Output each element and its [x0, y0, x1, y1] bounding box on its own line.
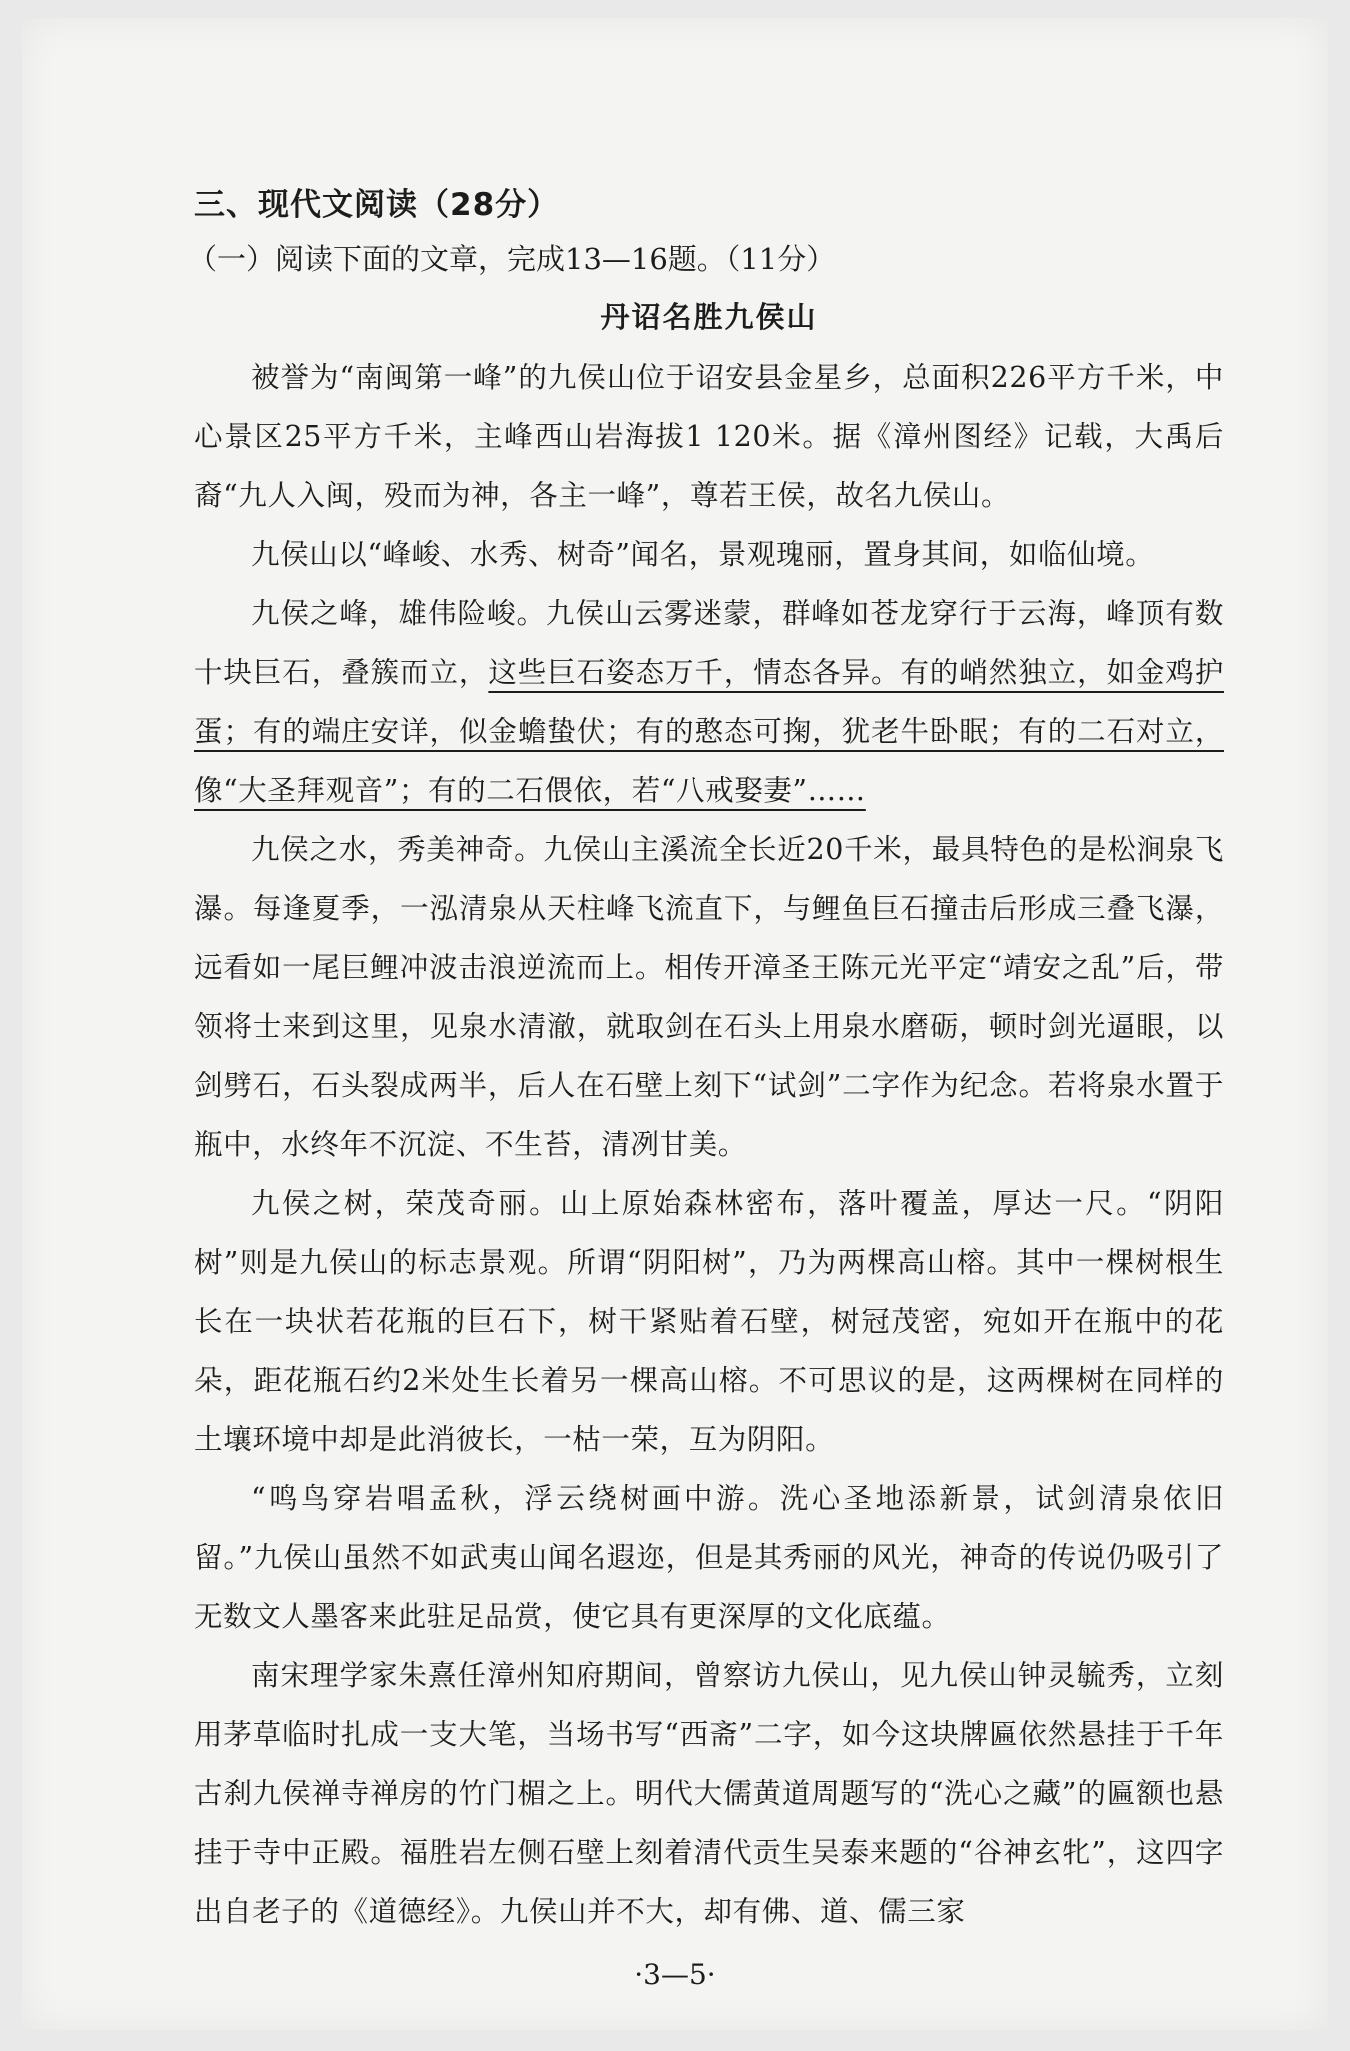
exam-page — [22, 18, 1328, 2030]
paragraph-peaks — [194, 584, 1224, 820]
page-content — [188, 178, 1224, 1941]
paragraph-overview: 九侯山以“峰峻、水秀、树奇”闻名，景观瑰丽，置身其间，如临仙境。 — [251, 538, 1155, 571]
paragraph-intro: 被誉为“南闽第一峰”的九侯山位于诏安县金星乡，总面积226平方千米，中心景区25平方千米，主峰西山岩海拔1 120米。据《漳州图经》记载，大禹后裔“九人入闽，殁而为神，各主一峰”，尊若王侯，故名九侯山。 — [194, 361, 1224, 512]
article-title: 丹诏名胜九侯山 — [600, 300, 818, 334]
underlined-passage: 这些巨石姿态万千，情态各异。有的峭然独立，如金鸡护蛋；有的端庄安详，似金蟾蛰伏；有的憨态可掬，犹老牛卧眠；有的二石对立，像“大圣拜观音”；有的二石偎依，若“八戒娶妻”…… — [194, 656, 1224, 807]
paragraph-culture: 南宋理学家朱熹任漳州知府期间，曾察访九侯山，见九侯山钟灵毓秀，立刻用茅草临时扎成一支大笔，当场书写“西斋”二字，如今这块牌匾依然悬挂于千年古刹九侯禅寺禅房的竹门楣之上。明代大儒黄道周题写的“洗心之藏”的匾额也悬挂于寺中正殿。福胜岩左侧石壁上刻着清代贡生吴泰来题的“谷神玄牝”，这四字出自老子的《道德经》。九侯山并不大，却有佛、道、儒三家 — [194, 1659, 1224, 1928]
question-instruction: （一）阅读下面的文章，完成13—16题。（11分） — [188, 242, 836, 276]
page-number: ·3—5· — [634, 1958, 716, 1991]
paragraph-trees: 九侯之树，荣茂奇丽。山上原始森林密布，落叶覆盖，厚达一尺。“阴阳树”则是九侯山的标志景观。所谓“阴阳树”，乃为两棵高山榕。其中一棵树根生长在一块状若花瓶的巨石下，树干紧贴着石壁，树冠茂密，宛如开在瓶中的花朵，距花瓶石约2米处生长着另一棵高山榕。不可思议的是，这两棵树在同样的土壤环境中却是此消彼长，一枯一荣，互为阴阳。 — [194, 1187, 1224, 1456]
section-heading: 三、现代文阅读（28分） — [194, 187, 560, 223]
paragraph-peaks-text: 九侯之峰，雄伟险峻。九侯山云雾迷蒙，群峰如苍龙穿行于云海，峰顶有数十块巨石，叠簇而立， — [194, 597, 1224, 689]
paragraph-poem: “鸣鸟穿岩唱孟秋，浮云绕树画中游。洗心圣地添新景，试剑清泉依旧留。”九侯山虽然不如武夷山闻名遐迩，但是其秀丽的风光，神奇的传说仍吸引了无数文人墨客来此驻足品赏，使它具有更深厚的文化底蕴。 — [194, 1482, 1224, 1633]
paragraph-water: 九侯之水，秀美神奇。九侯山主溪流全长近20千米，最具特色的是松涧泉飞瀑。每逢夏季，一泓清泉从天柱峰飞流直下，与鲤鱼巨石撞击后形成三叠飞瀑，远看如一尾巨鲤冲波击浪逆流而上。相传开漳圣王陈元光平定“靖安之乱”后，带领将士来到这里，见泉水清澈，就取剑在石头上用泉水磨砺，顿时剑光逼眼，以剑劈石，石头裂成两半，后人在石壁上刻下“试剑”二字作为纪念。若将泉水置于瓶中，水终年不沉淀、不生苔，清冽甘美。 — [194, 833, 1224, 1161]
